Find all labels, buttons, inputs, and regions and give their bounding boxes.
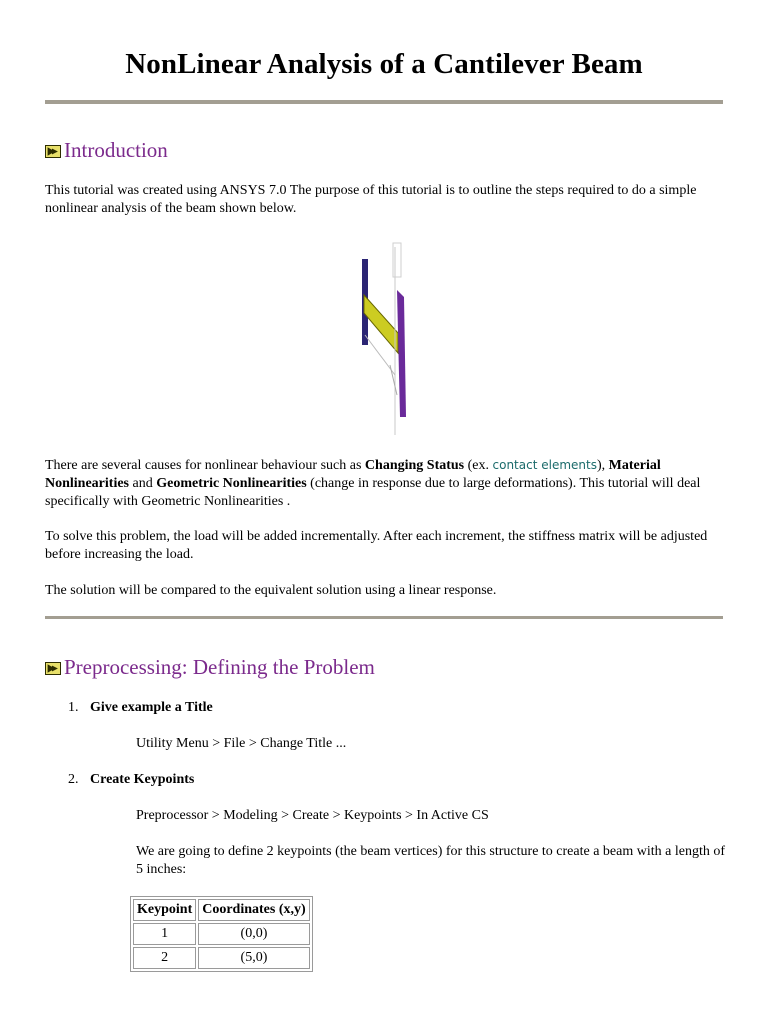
section-heading-text: Preprocessing: Defining the Problem xyxy=(64,655,375,679)
step-item xyxy=(68,699,213,717)
keypoints-table xyxy=(130,896,313,972)
divider xyxy=(45,616,723,619)
table-header: Coordinates (x,y) xyxy=(198,899,309,921)
menu-path: Utility Menu > File > Change Title ... xyxy=(136,736,347,751)
section-heading-text: Introduction xyxy=(64,138,168,162)
arrow-bullet-icon xyxy=(45,662,61,675)
comparison-paragraph: The solution will be compared to the equivalent solution using a linear response. xyxy=(45,583,497,598)
page-title: NonLinear Analysis of a Cantilever Beam xyxy=(125,48,643,80)
divider xyxy=(45,100,723,104)
changing-status-term: Changing Status xyxy=(364,458,465,473)
table-header: Keypoint xyxy=(133,899,196,921)
incremental-load-paragraph: To solve this problem, the load will be added incrementally. After each increment, the stiffness matrix will be adjusted before increasing the load. xyxy=(45,529,708,562)
intro-paragraph: This tutorial was created using ANSYS 7.0 The purpose of this tutorial is to outline the steps required to do a simple nonlinear analysis of the beam shown below. xyxy=(45,183,697,216)
section-heading-preprocessing xyxy=(45,655,375,680)
menu-path: Preprocessor > Modeling > Create > Keypoints > In Active CS xyxy=(136,808,489,823)
contact-elements-link[interactable]: contact elements xyxy=(492,458,597,472)
step-item xyxy=(68,771,194,789)
table-cell: 2 xyxy=(133,947,196,969)
arrow-bullet-icon xyxy=(45,145,61,158)
beam-figure xyxy=(355,235,415,440)
geometric-nonlinearities-term: Geometric Nonlinearities xyxy=(156,476,307,491)
table-cell: 1 xyxy=(133,923,196,945)
step-label: Give example a Title xyxy=(90,700,213,715)
material-nonlinearities-term: Material Nonlinearities xyxy=(45,458,661,491)
step-label: Create Keypoints xyxy=(90,772,195,787)
table-cell: (0,0) xyxy=(198,923,309,945)
nonlinear-causes-paragraph: There are several causes for nonlinear behaviour such as Changing Status (ex. contact elements), Material Nonlinearities and Geometric Nonlinearities (change in response due to large deformations). This tutorial will deal specifically with Geometric Nonlinearities . xyxy=(45,458,701,509)
section-heading-introduction xyxy=(45,138,168,163)
step-number: 2. xyxy=(68,772,79,787)
step-number: 1. xyxy=(68,700,79,715)
table-row xyxy=(133,923,310,945)
step-description: We are going to define 2 keypoints (the beam vertices) for this structure to create a beam with a length of 5 inches: xyxy=(136,844,725,877)
table-row xyxy=(133,947,310,969)
table-cell: (5,0) xyxy=(198,947,309,969)
